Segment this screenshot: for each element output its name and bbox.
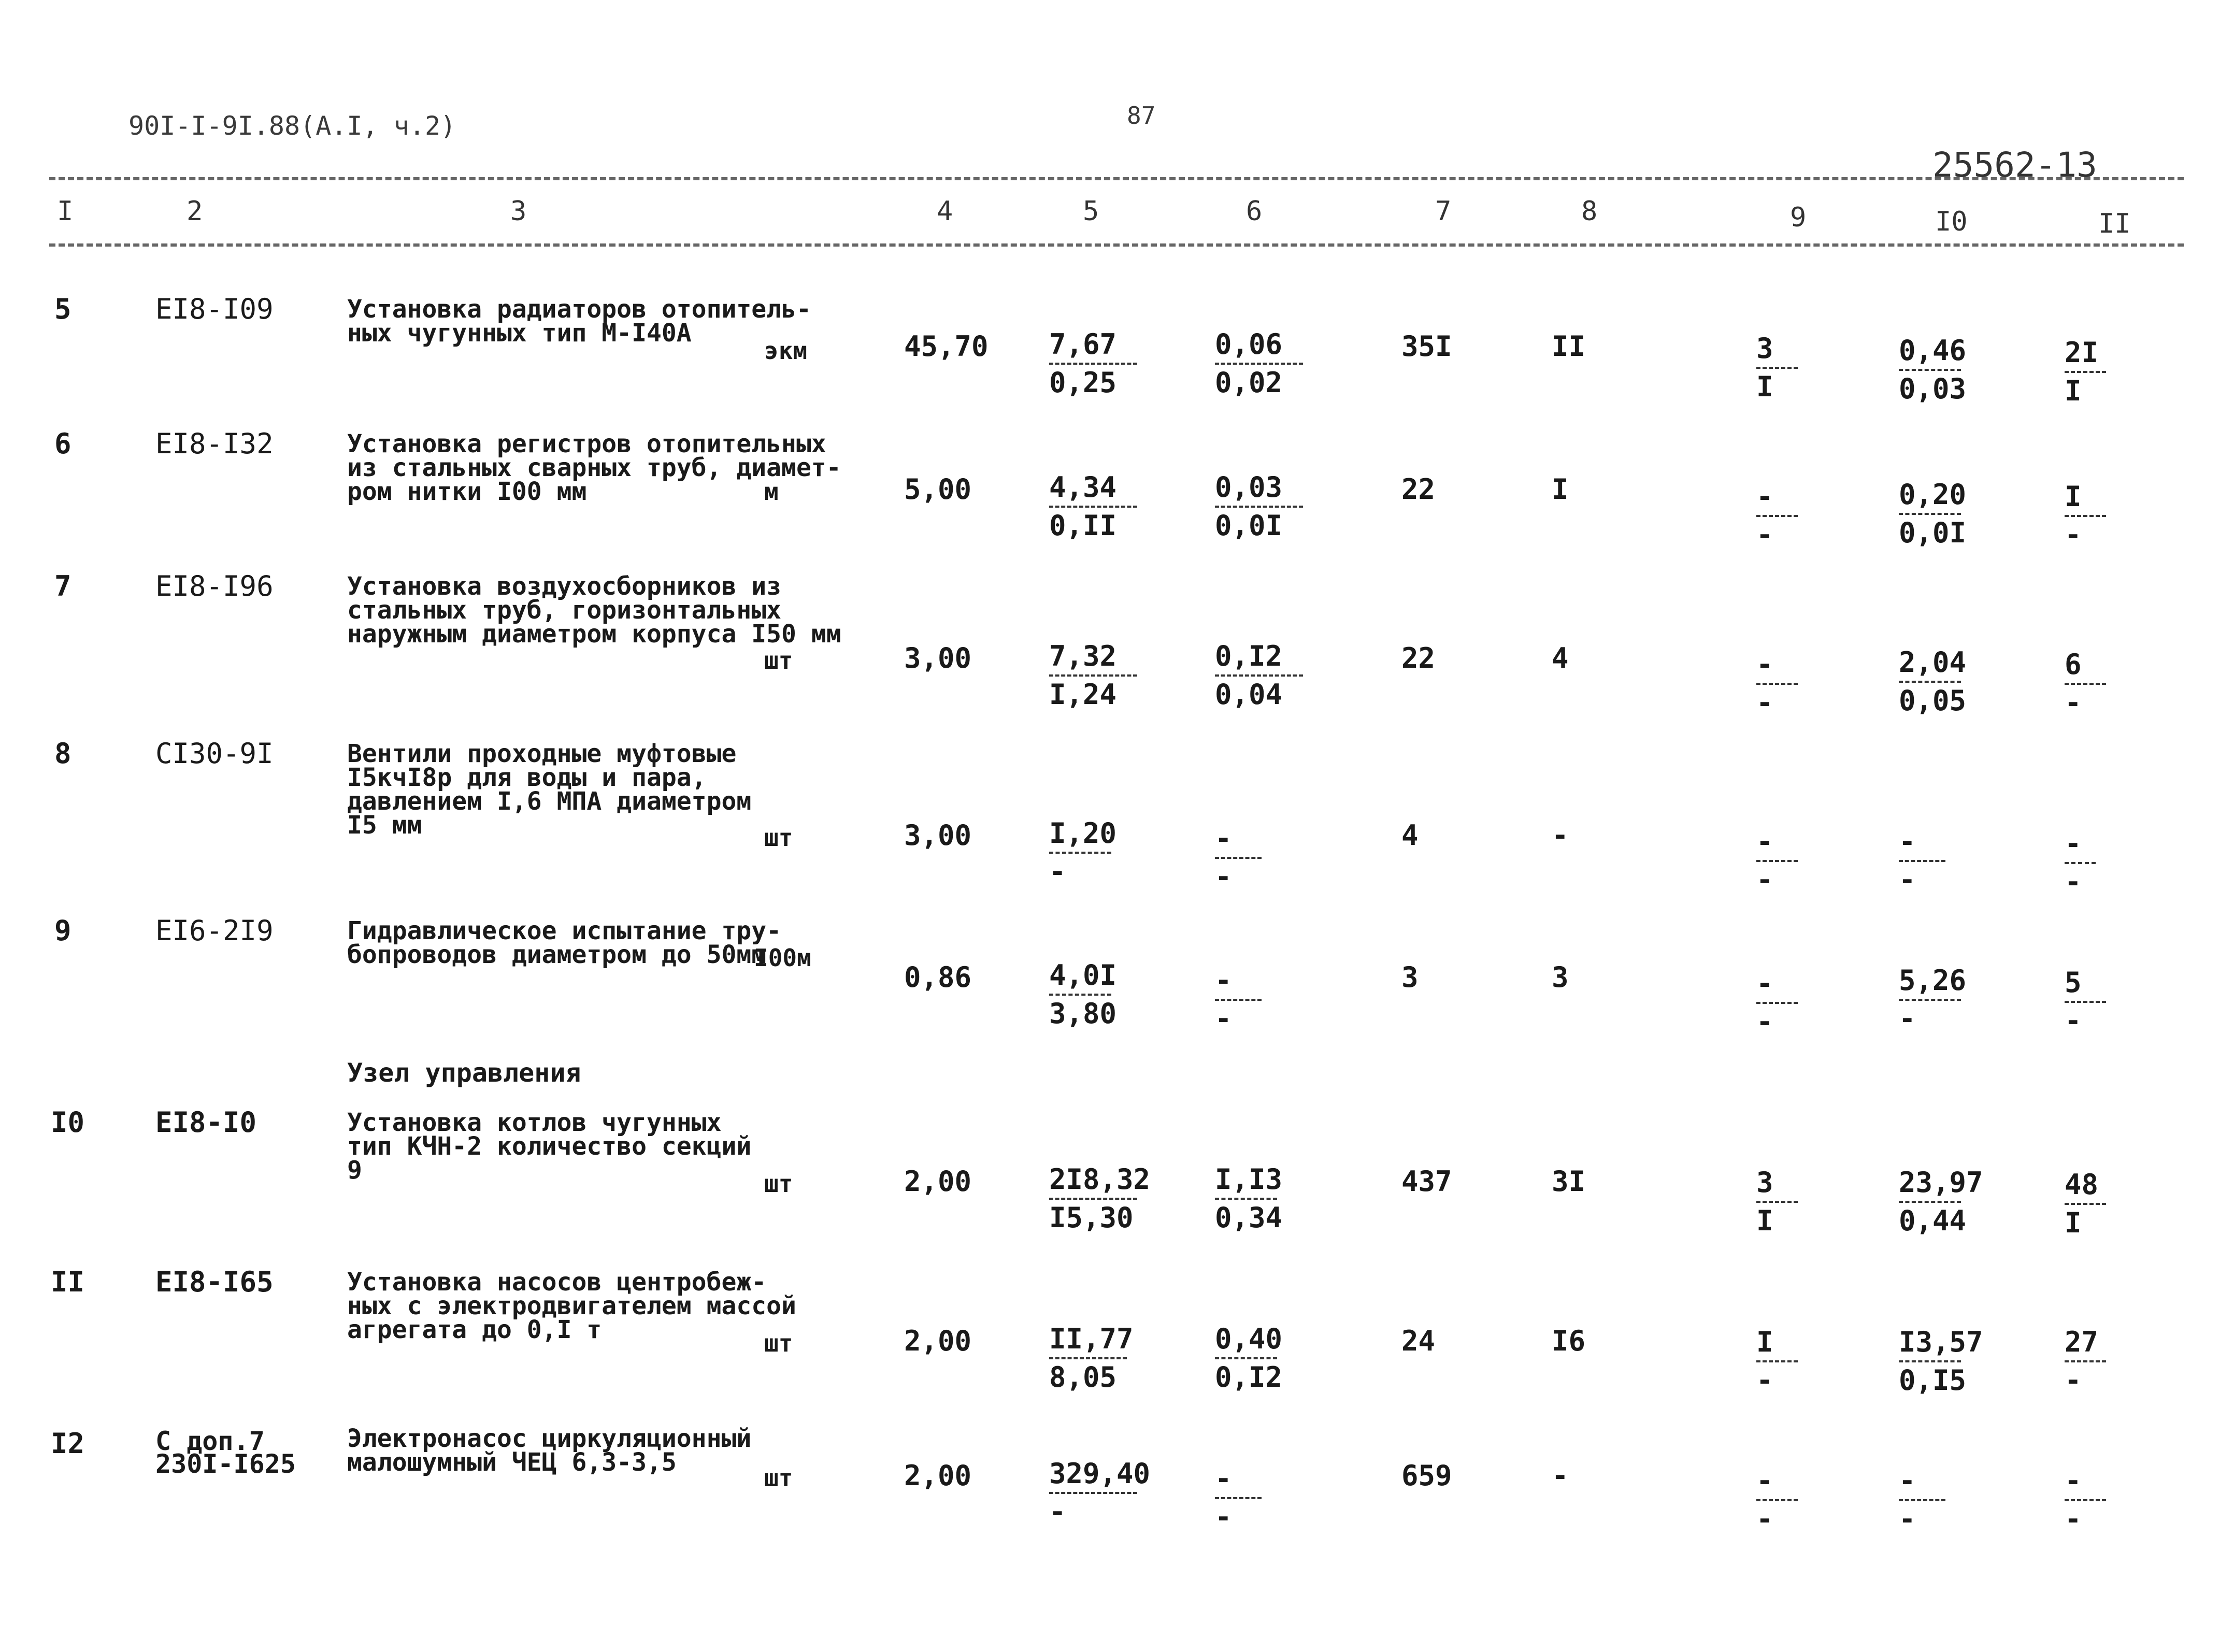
col5-bottom: I5,30 — [1049, 1201, 1134, 1234]
col9-bottom: I — [1756, 370, 1773, 403]
col-header-5: 5 — [1083, 196, 1099, 227]
document-code: 90I-I-9I.88(А.I, ч.2) — [128, 111, 456, 141]
fraction-bar — [2065, 862, 2096, 864]
col5-bottom: - — [1049, 1496, 1066, 1528]
col8-value: I — [1552, 473, 1569, 506]
fraction-bar — [1215, 1357, 1277, 1359]
fraction-bar — [2065, 1499, 2106, 1501]
col10-fraction — [1899, 1168, 2023, 1236]
col10-fraction — [1899, 336, 2023, 404]
col6-fraction — [1215, 1464, 1339, 1532]
row-number: I0 — [51, 1106, 85, 1139]
col5-top: 7,32 — [1049, 640, 1117, 672]
fraction-bar — [1756, 515, 1798, 517]
col-header-6: 6 — [1246, 196, 1263, 227]
col6-top: 0,03 — [1215, 471, 1283, 504]
col9-fraction — [1756, 1327, 1881, 1396]
col9-top: - — [1756, 1464, 1773, 1497]
col11-bottom: - — [2065, 519, 2082, 551]
col11-bottom: I — [2065, 375, 2082, 407]
section-heading: Узел управления — [347, 1058, 581, 1088]
col11-bottom: I — [2065, 1206, 2082, 1239]
col11-bottom: - — [2065, 686, 2082, 719]
page-number: 87 — [1127, 102, 1156, 130]
col11-top: 6 — [2065, 648, 2082, 681]
col9-bottom: - — [1756, 1364, 1773, 1397]
col5-fraction — [1049, 1459, 1173, 1527]
col10-bottom: 0,0I — [1899, 516, 1967, 549]
col8-value: 3 — [1552, 961, 1569, 994]
unit: шт — [764, 1464, 793, 1492]
col10-fraction — [1899, 827, 2023, 895]
quantity: 2,00 — [904, 1165, 972, 1198]
col11-fraction — [2065, 1170, 2189, 1238]
col7-value: 4 — [1401, 819, 1419, 852]
col5-top: II,77 — [1049, 1323, 1134, 1355]
col6-bottom: - — [1215, 860, 1232, 893]
col6-bottom: 0,34 — [1215, 1201, 1283, 1234]
col9-top: - — [1756, 648, 1773, 681]
rate-code: EI8-I65 — [155, 1266, 274, 1298]
col10-bottom: 0,03 — [1899, 372, 1967, 405]
fraction-bar — [1215, 1497, 1262, 1499]
col11-top: I — [2065, 480, 2082, 513]
fraction-bar — [1899, 513, 1961, 515]
row-number: 7 — [54, 570, 71, 602]
fraction-bar — [1049, 1198, 1137, 1200]
fraction-bar — [2065, 1203, 2106, 1205]
fraction-bar — [1899, 999, 1961, 1001]
row-number: 6 — [54, 427, 71, 460]
col9-fraction — [1756, 1168, 1881, 1236]
rate-code: CI30-9I — [155, 737, 274, 770]
col5-fraction — [1049, 641, 1173, 710]
col6-top: - — [1215, 822, 1232, 855]
col7-value: 22 — [1401, 642, 1436, 674]
col5-top: 7,67 — [1049, 328, 1117, 361]
fraction-bar — [1899, 1499, 1945, 1501]
col11-fraction — [2065, 829, 2189, 897]
col9-top: - — [1756, 967, 1773, 1000]
fraction-bar — [1049, 994, 1111, 996]
col6-fraction — [1215, 329, 1339, 398]
rate-code: EI8-I09 — [155, 293, 274, 325]
col10-bottom: - — [1899, 1002, 1916, 1035]
fraction-bar — [1899, 1360, 1961, 1362]
fraction-bar — [1049, 852, 1111, 854]
col9-top: - — [1756, 480, 1773, 513]
work-description: Установка котлов чугунных тип КЧН-2 количество секций 9 — [347, 1108, 752, 1185]
work-description: Установка насосов центробеж- ных с электродвигателем массой агрегата до 0,I т — [347, 1268, 796, 1344]
col6-bottom: 0,04 — [1215, 678, 1283, 711]
col9-top: 3 — [1756, 1166, 1773, 1199]
col-header-8: 8 — [1581, 196, 1598, 227]
col9-fraction — [1756, 482, 1881, 550]
col7-value: 35I — [1401, 330, 1452, 363]
col9-bottom: - — [1756, 1005, 1773, 1038]
col11-top: - — [2065, 1464, 2082, 1497]
col10-bottom: - — [1899, 1503, 1916, 1535]
fraction-bar — [1756, 683, 1798, 685]
col6-top: 0,40 — [1215, 1323, 1283, 1355]
col10-bottom: - — [1899, 864, 1916, 896]
col-header-3: 3 — [510, 196, 527, 227]
col7-value: 22 — [1401, 473, 1436, 506]
row-number: 5 — [54, 293, 71, 325]
col6-fraction — [1215, 1324, 1339, 1392]
col-header-2: 2 — [187, 196, 203, 227]
fraction-bar — [2065, 1360, 2106, 1362]
fraction-bar — [1215, 999, 1262, 1001]
col6-bottom: 0,0I — [1215, 509, 1283, 542]
col8-value: 3I — [1552, 1165, 1586, 1198]
col9-bottom: - — [1756, 864, 1773, 896]
col10-top: - — [1899, 1464, 1916, 1497]
col5-fraction — [1049, 329, 1173, 398]
col10-fraction — [1899, 966, 2023, 1034]
col11-fraction — [2065, 968, 2189, 1036]
col10-top: 23,97 — [1899, 1166, 1983, 1199]
col10-fraction — [1899, 1466, 2023, 1534]
fraction-bar — [1756, 1360, 1798, 1362]
work-description: Установка воздухосборников из стальных труб, горизонтальных наружным диаметром корпуса I50 мм — [347, 572, 841, 649]
col-header-10: I0 — [1935, 206, 1968, 237]
col6-top: 0,06 — [1215, 328, 1283, 361]
quantity: 45,70 — [904, 330, 989, 363]
col11-bottom: - — [2065, 1503, 2082, 1535]
col10-top: 0,46 — [1899, 334, 1967, 367]
col10-bottom: 0,I5 — [1899, 1364, 1967, 1397]
fraction-bar — [1756, 1002, 1798, 1004]
col-header-4: 4 — [937, 196, 953, 227]
col11-top: 5 — [2065, 966, 2082, 999]
row-number: 8 — [54, 737, 71, 770]
col6-top: I,I3 — [1215, 1163, 1283, 1196]
unit: м — [764, 478, 779, 506]
col9-bottom: - — [1756, 686, 1773, 719]
work-description: Установка регистров отопительных из стальных сварных труб, диамет- ром нитки I00 мм — [347, 429, 841, 506]
col10-top: 0,20 — [1899, 478, 1967, 511]
col10-bottom: 0,44 — [1899, 1204, 1967, 1237]
fraction-bar — [1899, 860, 1945, 862]
fraction-bar — [1215, 674, 1303, 677]
row-number: II — [51, 1266, 85, 1298]
col10-top: - — [1899, 825, 1916, 858]
fraction-bar — [1756, 367, 1798, 369]
header-bottom-rule — [49, 243, 2184, 247]
col7-value: 659 — [1401, 1459, 1452, 1492]
col6-fraction — [1215, 824, 1339, 892]
quantity: 2,00 — [904, 1325, 972, 1357]
fraction-bar — [1756, 1201, 1798, 1203]
col9-top: I — [1756, 1326, 1773, 1358]
rate-code: С доп.7 230I-I625 — [155, 1426, 296, 1479]
work-description: Гидравлическое испытание тру- бопроводов диаметром до 50мм — [347, 916, 782, 969]
quantity: 3,00 — [904, 819, 972, 852]
fraction-bar — [2065, 371, 2106, 373]
fraction-bar — [1049, 1492, 1137, 1494]
col5-bottom: 3,80 — [1049, 997, 1117, 1030]
col11-fraction — [2065, 1327, 2189, 1396]
col6-bottom: 0,02 — [1215, 366, 1283, 399]
fraction-bar — [1049, 1357, 1127, 1359]
col8-value: II — [1552, 330, 1586, 363]
col5-top: 329,40 — [1049, 1457, 1151, 1490]
work-description: Установка радиаторов отопитель- ных чугунных тип М-I40А — [347, 295, 811, 348]
sheet-number: 25562-13 — [1932, 145, 2097, 185]
col6-fraction — [1215, 1165, 1339, 1233]
fraction-bar — [1215, 1198, 1277, 1200]
col9-top: 3 — [1756, 332, 1773, 365]
col9-bottom: - — [1756, 1503, 1773, 1535]
col5-bottom: I,24 — [1049, 678, 1117, 711]
col10-fraction — [1899, 1327, 2023, 1396]
col11-bottom: - — [2065, 1364, 2082, 1397]
col11-top: 48 — [2065, 1168, 2099, 1201]
col-header-9: 9 — [1790, 202, 1807, 233]
col9-fraction — [1756, 827, 1881, 895]
fraction-bar — [1049, 674, 1137, 677]
col10-top: I3,57 — [1899, 1326, 1983, 1358]
unit: шт — [764, 824, 793, 852]
unit: экм — [764, 337, 808, 365]
col6-bottom: 0,I2 — [1215, 1361, 1283, 1394]
col11-top: 2I — [2065, 336, 2099, 369]
fraction-bar — [1899, 369, 1961, 371]
quantity: 3,00 — [904, 642, 972, 674]
col6-bottom: - — [1215, 1501, 1232, 1533]
header-top-rule — [49, 177, 2184, 180]
col8-value: - — [1552, 1459, 1569, 1492]
rate-code: EI8-I32 — [155, 427, 274, 460]
col6-top: - — [1215, 964, 1232, 997]
work-description: Электронасос циркуляционный малошумный ЧЕЦ 6,3-3,5 — [347, 1424, 752, 1477]
unit: шт — [764, 1170, 793, 1198]
col11-fraction — [2065, 338, 2189, 406]
fraction-bar — [2065, 1001, 2106, 1003]
col9-fraction — [1756, 1466, 1881, 1534]
fraction-bar — [1215, 506, 1303, 508]
col11-bottom: - — [2065, 866, 2082, 898]
fraction-bar — [1215, 363, 1303, 365]
col5-top: 2I8,32 — [1049, 1163, 1151, 1196]
row-number: 9 — [54, 914, 71, 947]
col9-fraction — [1756, 334, 1881, 402]
col10-bottom: 0,05 — [1899, 684, 1967, 717]
col5-fraction — [1049, 818, 1173, 887]
col8-value: I6 — [1552, 1325, 1586, 1357]
quantity: 5,00 — [904, 473, 972, 506]
col11-top: 27 — [2065, 1326, 2099, 1358]
col5-bottom: - — [1049, 855, 1066, 888]
col6-bottom: - — [1215, 1002, 1232, 1035]
fraction-bar — [2065, 515, 2106, 517]
quantity: 0,86 — [904, 961, 972, 994]
fraction-bar — [2065, 683, 2106, 685]
work-description: Вентили проходные муфтовые I5кчI8р для воды и пара, давлением I,6 МПА диаметром I5 мм — [347, 739, 752, 840]
rate-code: EI8-I96 — [155, 570, 274, 602]
col-header-11: II — [2098, 208, 2131, 239]
col5-top: I,20 — [1049, 817, 1117, 850]
col9-fraction — [1756, 650, 1881, 718]
col11-fraction — [2065, 650, 2189, 718]
fraction-bar — [1899, 1201, 1961, 1203]
col6-top: - — [1215, 1462, 1232, 1495]
fraction-bar — [1049, 506, 1137, 508]
col-header-7: 7 — [1435, 196, 1452, 227]
fraction-bar — [1899, 681, 1961, 683]
col5-top: 4,0I — [1049, 959, 1117, 992]
rate-code: EI6-2I9 — [155, 914, 274, 947]
col-header-1: I — [57, 196, 74, 227]
fraction-bar — [1215, 857, 1262, 859]
col5-bottom: 8,05 — [1049, 1361, 1117, 1394]
col8-value: - — [1552, 819, 1569, 852]
col7-value: 437 — [1401, 1165, 1452, 1198]
col10-fraction — [1899, 480, 2023, 548]
col10-top: 2,04 — [1899, 646, 1967, 679]
col11-fraction — [2065, 482, 2189, 550]
col10-top: 5,26 — [1899, 964, 1967, 997]
col5-bottom: 0,25 — [1049, 366, 1117, 399]
fraction-bar — [1756, 860, 1798, 862]
fraction-bar — [1049, 363, 1137, 365]
col6-fraction — [1215, 641, 1339, 710]
col9-fraction — [1756, 969, 1881, 1037]
col5-fraction — [1049, 960, 1173, 1029]
col6-fraction — [1215, 472, 1339, 541]
col5-fraction — [1049, 1324, 1173, 1392]
col8-value: 4 — [1552, 642, 1569, 674]
rate-code: EI8-I0 — [155, 1106, 257, 1139]
unit: I00м — [754, 944, 811, 972]
col11-bottom: - — [2065, 1004, 2082, 1037]
col10-fraction — [1899, 648, 2023, 716]
col6-fraction — [1215, 966, 1339, 1034]
fraction-bar — [1756, 1499, 1798, 1501]
row-number: I2 — [51, 1427, 85, 1460]
col11-top: - — [2065, 827, 2082, 860]
col7-value: 3 — [1401, 961, 1419, 994]
unit: шт — [764, 647, 793, 674]
col5-bottom: 0,II — [1049, 509, 1117, 542]
col9-bottom: - — [1756, 519, 1773, 551]
col11-fraction — [2065, 1466, 2189, 1534]
col5-top: 4,34 — [1049, 471, 1117, 504]
col9-bottom: I — [1756, 1204, 1773, 1237]
col9-top: - — [1756, 825, 1773, 858]
col5-fraction — [1049, 472, 1173, 541]
col5-fraction — [1049, 1165, 1173, 1233]
quantity: 2,00 — [904, 1459, 972, 1492]
col6-top: 0,I2 — [1215, 640, 1283, 672]
col7-value: 24 — [1401, 1325, 1436, 1357]
unit: шт — [764, 1329, 793, 1357]
